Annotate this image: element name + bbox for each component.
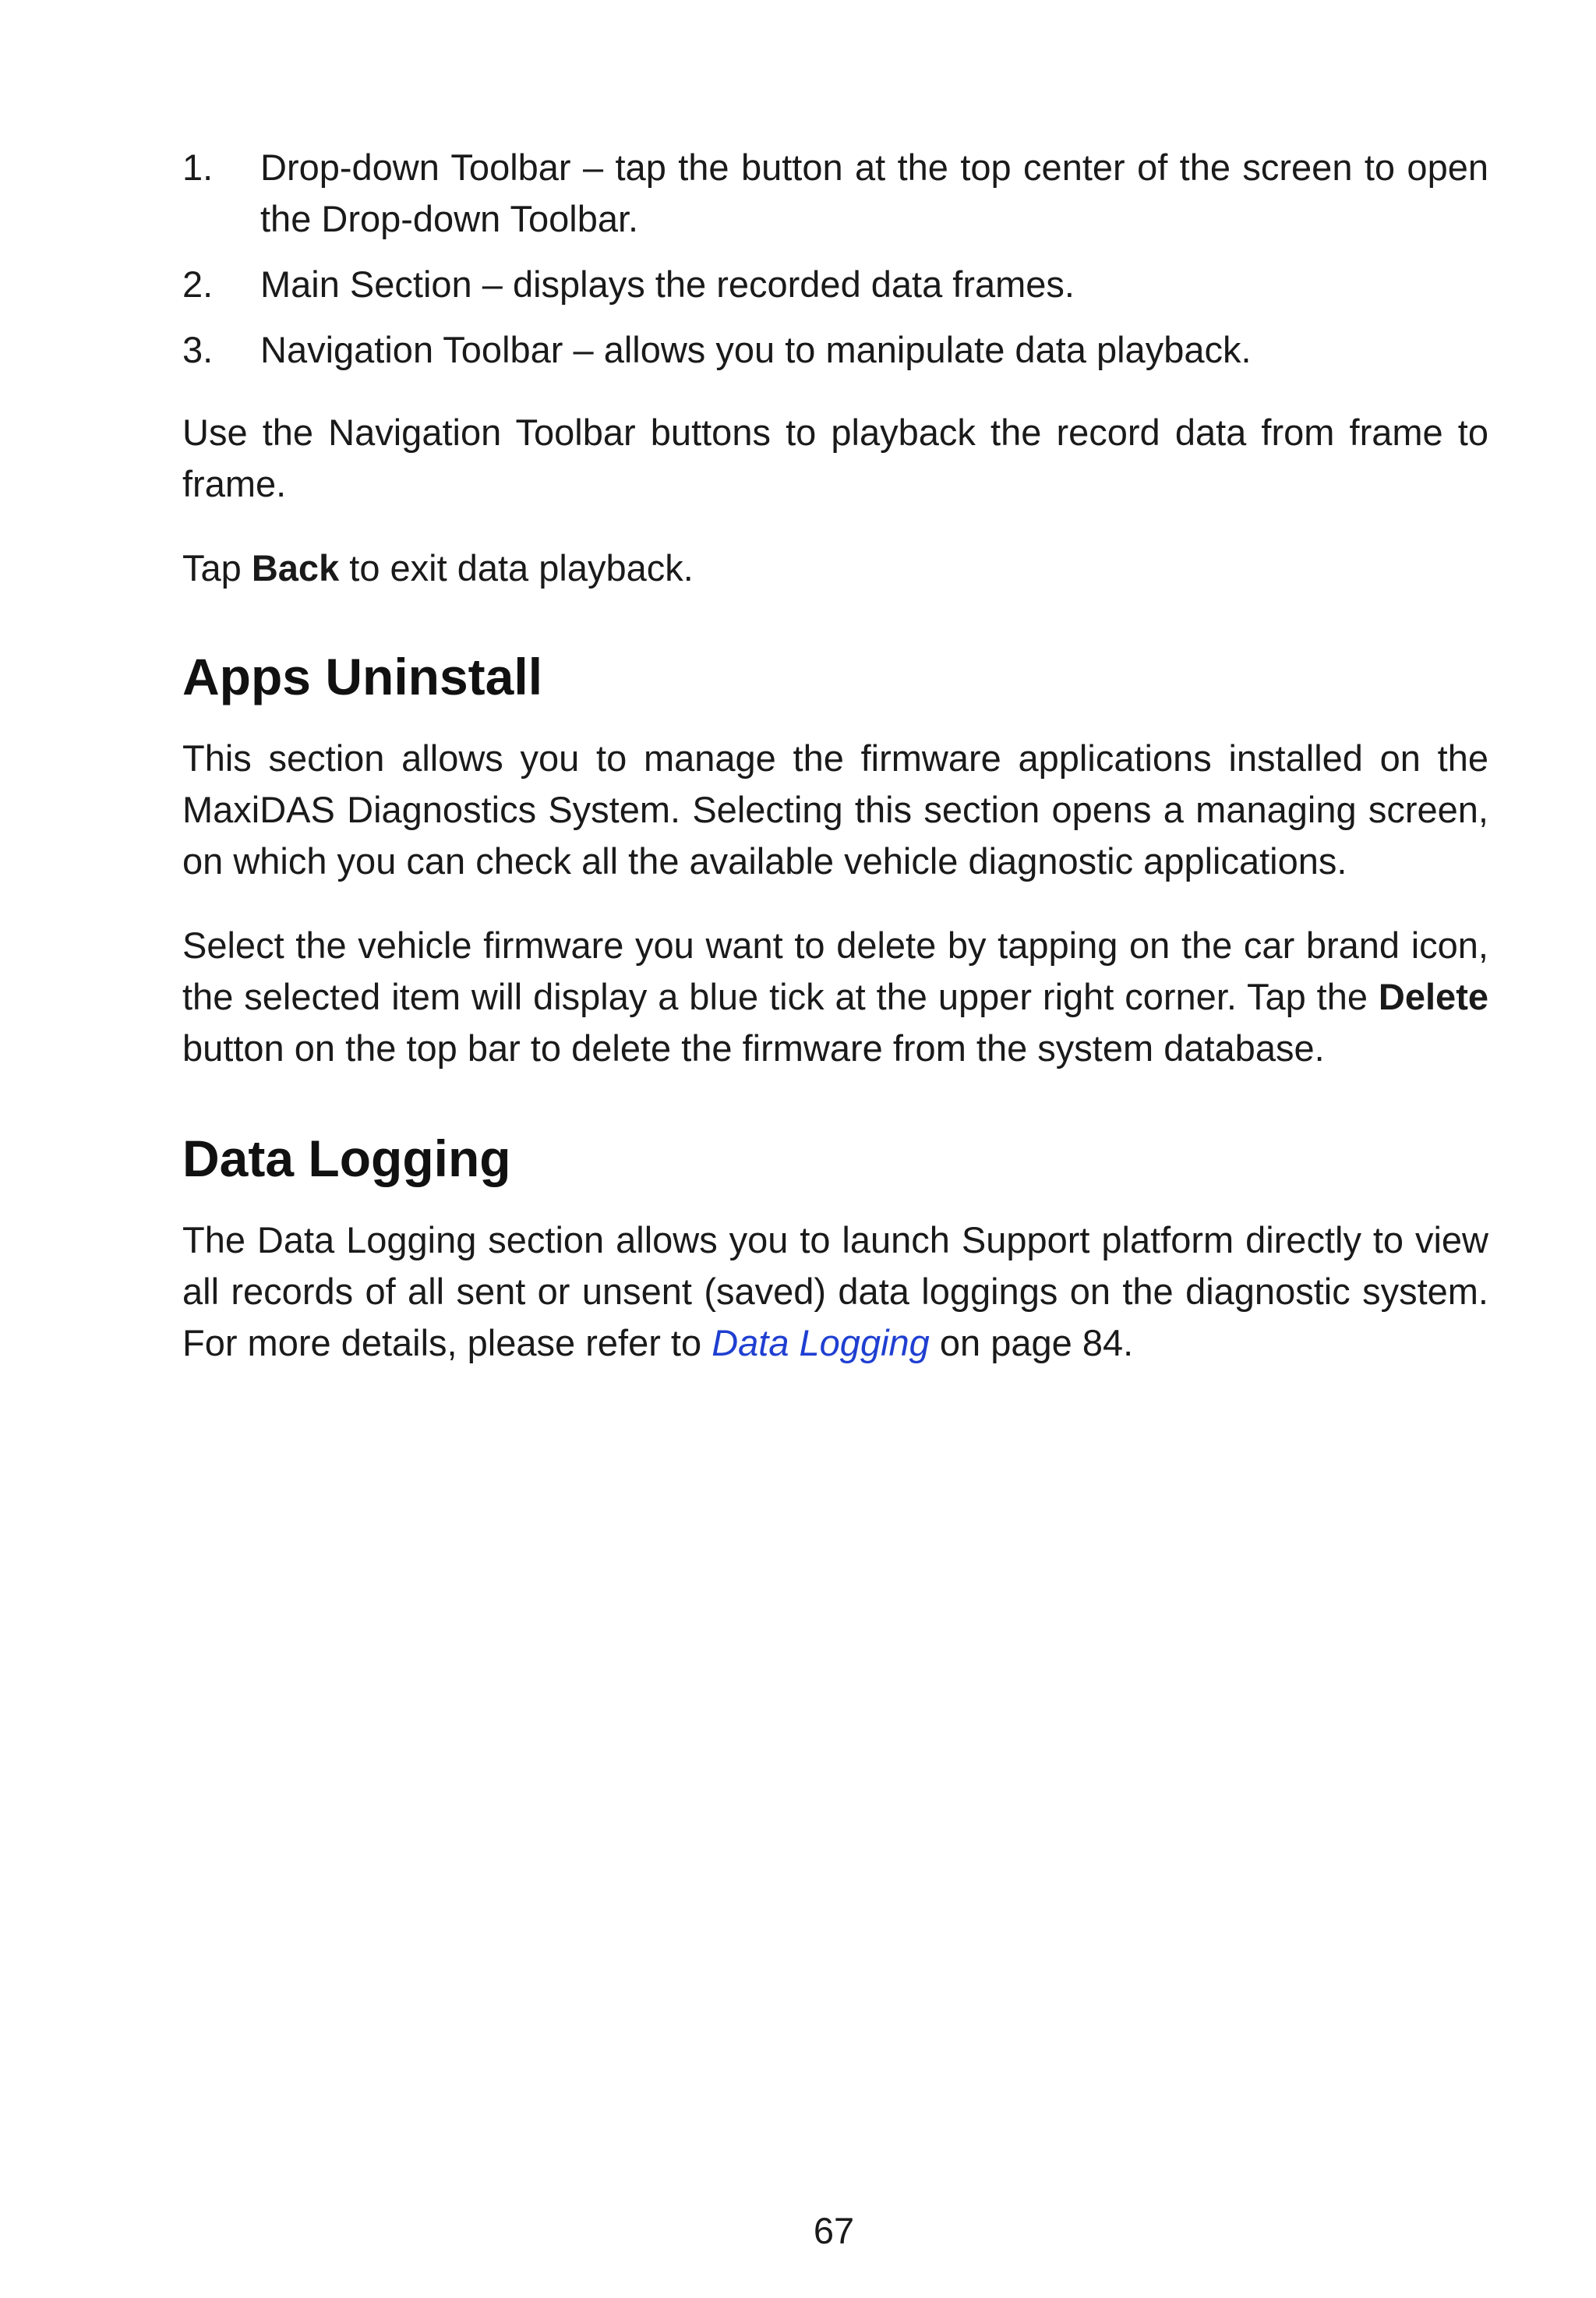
apps-uninstall-intro-paragraph: This section allows you to manage the firmware applications installed on the MaxiDAS Diagnostics System. Selecting this section opens a managing screen, on which you can check all the available vehicle diagnostic applications. [182, 737, 1488, 882]
data-logging-paragraph [182, 1214, 1488, 1369]
apps-uninstall-heading: Apps Uninstall [182, 648, 543, 705]
back-keyword: Back [251, 547, 340, 589]
list-item-number: 2. [182, 263, 214, 305]
delete-text-before: Select the vehicle firmware you want to delete by tapping on the car brand icon, the selected item will display a blue tick at the upper right corner. Tap the [182, 925, 1488, 1017]
list-item-number: 1. [182, 147, 214, 188]
apps-uninstall-delete-paragraph [182, 920, 1488, 1074]
data-logging-heading: Data Logging [182, 1130, 511, 1187]
list-item [182, 324, 1488, 376]
list-item [182, 142, 1488, 245]
tap-back-text-before: Tap [182, 547, 252, 589]
list-item-text: Navigation Toolbar – allows you to manipulate data playback. [260, 329, 1252, 370]
delete-keyword: Delete [1378, 976, 1488, 1017]
data-logging-text-before: The Data Logging section allows you to launch Support platform directly to view all records of all sent or unsent (saved) data loggings on the diagnostic system. For more details, please refer to [182, 1219, 1488, 1363]
delete-text-after: button on the top bar to delete the firmware from the system database. [182, 1027, 1325, 1069]
tap-back-paragraph [182, 543, 1488, 594]
data-logging-text-after: on page 84. [929, 1322, 1134, 1363]
document-page [182, 142, 1488, 1369]
navigation-toolbar-paragraph: Use the Navigation Toolbar buttons to playback the record data from frame to frame. [182, 412, 1488, 504]
page-number: 67 [813, 2210, 855, 2251]
tap-back-text-after: to exit data playback. [339, 547, 694, 589]
list-item-text: Main Section – displays the recorded data frames. [260, 263, 1075, 305]
numbered-list [182, 142, 1488, 376]
list-item-number: 3. [182, 329, 214, 370]
list-item-text: Drop-down Toolbar – tap the button at the top center of the screen to open the Drop-down Toolbar. [260, 147, 1488, 239]
data-logging-link[interactable]: Data Logging [711, 1322, 930, 1363]
list-item [182, 259, 1488, 310]
